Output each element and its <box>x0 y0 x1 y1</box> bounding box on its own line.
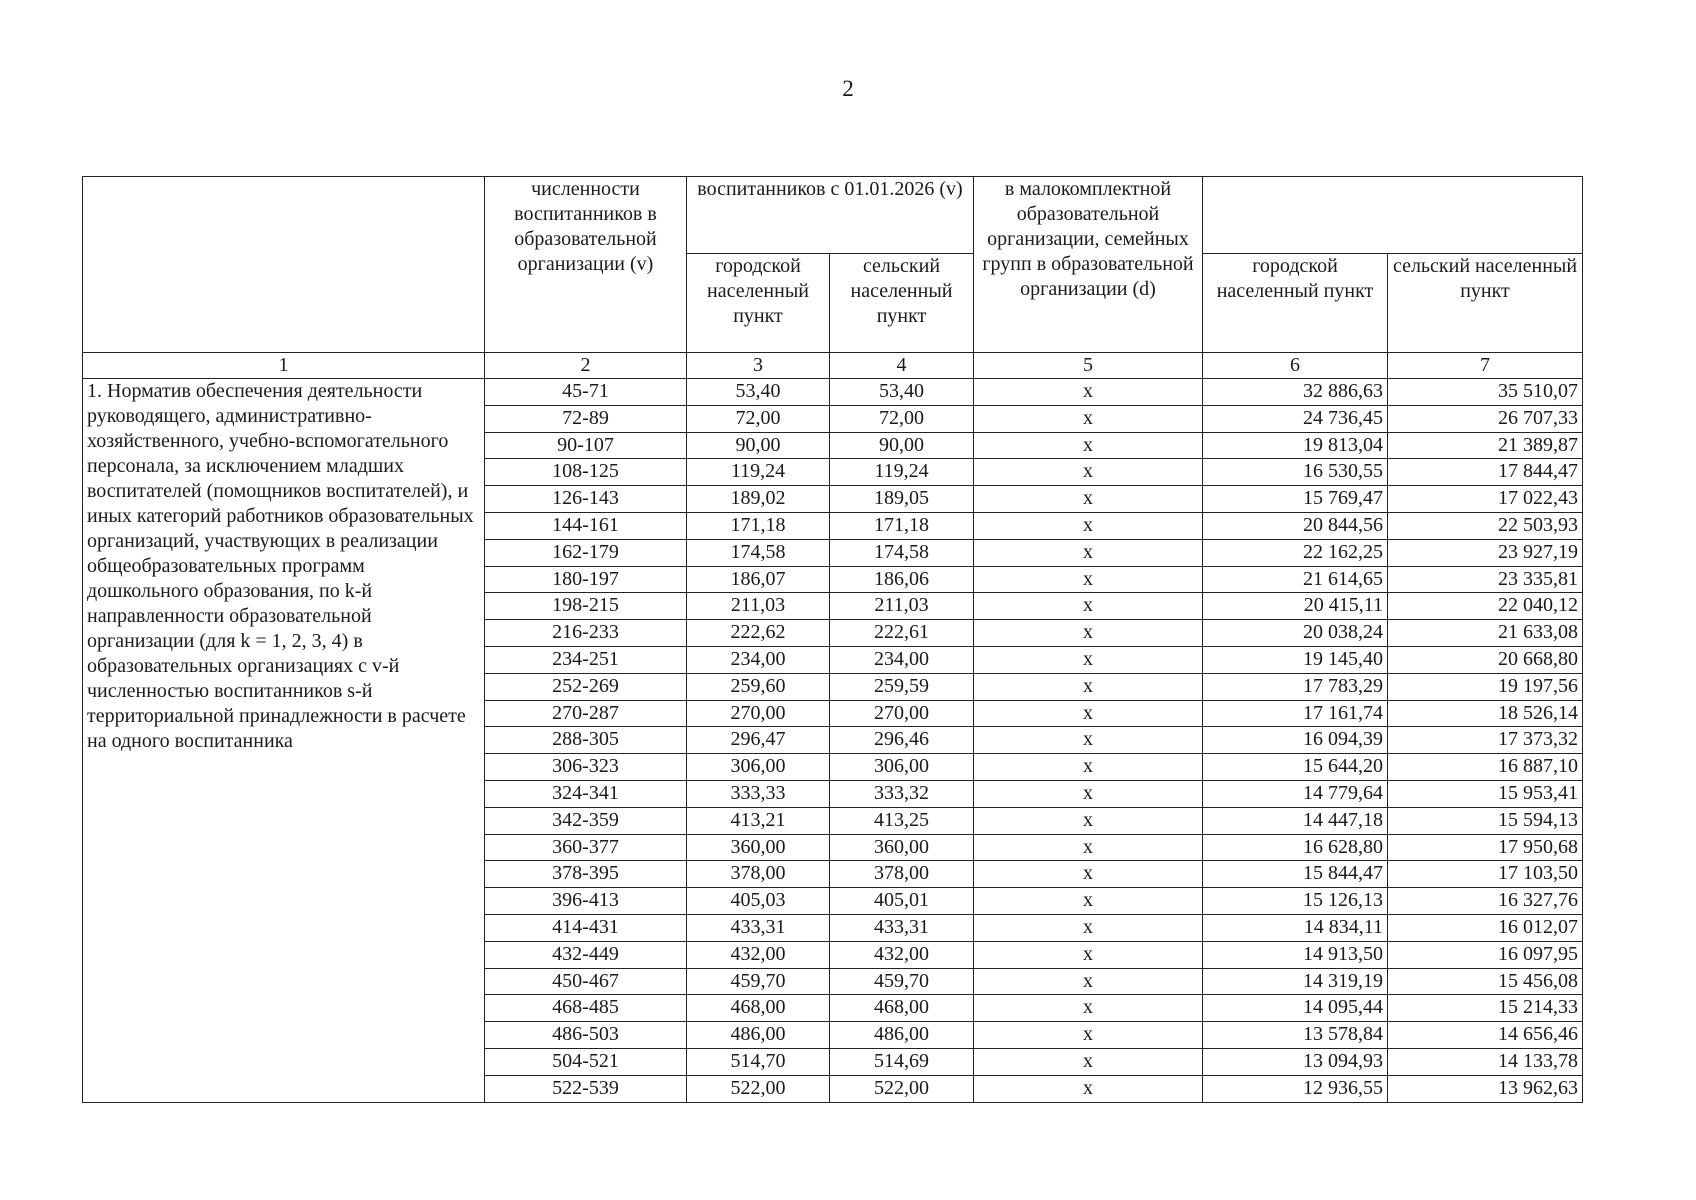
cell-rural-count: 306,00 <box>830 754 974 781</box>
cell-rural-count: 432,00 <box>830 941 974 968</box>
cell-urban-norm: 14 447,18 <box>1203 807 1388 834</box>
cell-pupil-range: 216-233 <box>485 620 687 647</box>
cell-urban-norm: 15 126,13 <box>1203 888 1388 915</box>
cell-urban-count: 296,47 <box>687 727 830 754</box>
cell-pupil-range: 324-341 <box>485 780 687 807</box>
cell-small-org: x <box>974 593 1203 620</box>
cell-pupil-range: 90-107 <box>485 432 687 459</box>
cell-rural-count: 259,59 <box>830 673 974 700</box>
cell-rural-norm: 15 456,08 <box>1388 968 1583 995</box>
cell-pupil-range: 234-251 <box>485 646 687 673</box>
cell-urban-norm: 19 145,40 <box>1203 646 1388 673</box>
cell-rural-norm: 17 022,43 <box>1388 486 1583 513</box>
cell-small-org: x <box>974 459 1203 486</box>
cell-rural-norm: 21 633,08 <box>1388 620 1583 647</box>
cell-urban-count: 468,00 <box>687 995 830 1022</box>
cell-small-org: x <box>974 1075 1203 1102</box>
cell-urban-norm: 14 913,50 <box>1203 941 1388 968</box>
cell-rural-norm: 23 335,81 <box>1388 566 1583 593</box>
cell-rural-count: 174,58 <box>830 539 974 566</box>
cell-urban-count: 119,24 <box>687 459 830 486</box>
cell-pupil-range: 108-125 <box>485 459 687 486</box>
cell-small-org: x <box>974 914 1203 941</box>
cell-rural-norm: 15 953,41 <box>1388 780 1583 807</box>
cell-urban-norm: 16 094,39 <box>1203 727 1388 754</box>
cell-rural-norm: 16 012,07 <box>1388 914 1583 941</box>
cell-rural-count: 90,00 <box>830 432 974 459</box>
cell-urban-count: 211,03 <box>687 593 830 620</box>
cell-urban-count: 222,62 <box>687 620 830 647</box>
cell-rural-norm: 17 950,68 <box>1388 834 1583 861</box>
normative-table <box>82 176 1583 1103</box>
cell-urban-count: 459,70 <box>687 968 830 995</box>
cell-urban-count: 270,00 <box>687 700 830 727</box>
header-col1 <box>83 177 485 353</box>
cell-pupil-range: 504-521 <box>485 1048 687 1075</box>
col-number: 4 <box>830 353 974 379</box>
cell-small-org: x <box>974 888 1203 915</box>
cell-urban-count: 514,70 <box>687 1048 830 1075</box>
cell-small-org: x <box>974 405 1203 432</box>
cell-pupil-range: 486-503 <box>485 1022 687 1049</box>
cell-urban-count: 306,00 <box>687 754 830 781</box>
cell-urban-norm: 24 736,45 <box>1203 405 1388 432</box>
cell-urban-norm: 16 530,55 <box>1203 459 1388 486</box>
page-number: 2 <box>842 76 854 101</box>
cell-urban-norm: 22 162,25 <box>1203 539 1388 566</box>
cell-small-org: x <box>974 1048 1203 1075</box>
cell-rural-count: 222,61 <box>830 620 974 647</box>
cell-rural-norm: 19 197,56 <box>1388 673 1583 700</box>
cell-rural-norm: 26 707,33 <box>1388 405 1583 432</box>
cell-rural-norm: 23 927,19 <box>1388 539 1583 566</box>
cell-urban-norm: 17 161,74 <box>1203 700 1388 727</box>
cell-pupil-range: 378-395 <box>485 861 687 888</box>
cell-small-org: x <box>974 754 1203 781</box>
cell-urban-count: 72,00 <box>687 405 830 432</box>
cell-urban-norm: 14 319,19 <box>1203 968 1388 995</box>
cell-rural-count: 459,70 <box>830 968 974 995</box>
cell-urban-count: 522,00 <box>687 1075 830 1102</box>
cell-rural-norm: 20 668,80 <box>1388 646 1583 673</box>
cell-small-org: x <box>974 700 1203 727</box>
cell-rural-count: 119,24 <box>830 459 974 486</box>
cell-small-org: x <box>974 379 1203 406</box>
cell-small-org: x <box>974 512 1203 539</box>
cell-rural-count: 211,03 <box>830 593 974 620</box>
header-col4: сельский населенный пункт <box>830 254 974 353</box>
header-col3: городской населенный пункт <box>687 254 830 353</box>
cell-rural-count: 378,00 <box>830 861 974 888</box>
cell-pupil-range: 414-431 <box>485 914 687 941</box>
cell-rural-norm: 13 962,63 <box>1388 1075 1583 1102</box>
cell-rural-norm: 22 040,12 <box>1388 593 1583 620</box>
cell-urban-count: 189,02 <box>687 486 830 513</box>
cell-small-org: x <box>974 780 1203 807</box>
header-col67-group <box>1203 177 1583 254</box>
cell-urban-norm: 19 813,04 <box>1203 432 1388 459</box>
cell-pupil-range: 45-71 <box>485 379 687 406</box>
cell-rural-count: 53,40 <box>830 379 974 406</box>
col-number: 5 <box>974 353 1203 379</box>
cell-urban-count: 90,00 <box>687 432 830 459</box>
cell-pupil-range: 162-179 <box>485 539 687 566</box>
cell-urban-count: 174,58 <box>687 539 830 566</box>
cell-urban-norm: 17 783,29 <box>1203 673 1388 700</box>
cell-rural-count: 72,00 <box>830 405 974 432</box>
cell-rural-count: 296,46 <box>830 727 974 754</box>
cell-rural-norm: 17 844,47 <box>1388 459 1583 486</box>
cell-urban-norm: 13 578,84 <box>1203 1022 1388 1049</box>
cell-small-org: x <box>974 432 1203 459</box>
cell-rural-norm: 21 389,87 <box>1388 432 1583 459</box>
cell-pupil-range: 450-467 <box>485 968 687 995</box>
cell-small-org: x <box>974 620 1203 647</box>
cell-pupil-range: 144-161 <box>485 512 687 539</box>
cell-urban-count: 186,07 <box>687 566 830 593</box>
cell-rural-norm: 14 656,46 <box>1388 1022 1583 1049</box>
cell-pupil-range: 72-89 <box>485 405 687 432</box>
cell-urban-count: 378,00 <box>687 861 830 888</box>
cell-small-org: x <box>974 646 1203 673</box>
col-number: 7 <box>1388 353 1583 379</box>
header-col7: сельский населенный пункт <box>1388 254 1583 353</box>
cell-rural-count: 189,05 <box>830 486 974 513</box>
cell-pupil-range: 342-359 <box>485 807 687 834</box>
cell-urban-count: 486,00 <box>687 1022 830 1049</box>
col-number: 1 <box>83 353 485 379</box>
cell-urban-norm: 20 038,24 <box>1203 620 1388 647</box>
header-col34-group: воспитанников с 01.01.2026 (v) <box>687 177 974 254</box>
cell-rural-norm: 16 097,95 <box>1388 941 1583 968</box>
cell-rural-norm: 15 594,13 <box>1388 807 1583 834</box>
cell-rural-count: 186,06 <box>830 566 974 593</box>
col-number: 3 <box>687 353 830 379</box>
cell-pupil-range: 522-539 <box>485 1075 687 1102</box>
cell-pupil-range: 252-269 <box>485 673 687 700</box>
cell-urban-norm: 32 886,63 <box>1203 379 1388 406</box>
cell-urban-count: 171,18 <box>687 512 830 539</box>
cell-pupil-range: 126-143 <box>485 486 687 513</box>
cell-rural-count: 405,01 <box>830 888 974 915</box>
cell-small-org: x <box>974 539 1203 566</box>
cell-urban-count: 360,00 <box>687 834 830 861</box>
cell-pupil-range: 270-287 <box>485 700 687 727</box>
cell-urban-count: 432,00 <box>687 941 830 968</box>
cell-rural-count: 514,69 <box>830 1048 974 1075</box>
cell-urban-norm: 16 628,80 <box>1203 834 1388 861</box>
cell-rural-norm: 17 103,50 <box>1388 861 1583 888</box>
cell-urban-count: 405,03 <box>687 888 830 915</box>
cell-pupil-range: 288-305 <box>485 727 687 754</box>
cell-small-org: x <box>974 486 1203 513</box>
cell-urban-norm: 15 644,20 <box>1203 754 1388 781</box>
header-col6: городской населенный пункт <box>1203 254 1388 353</box>
cell-small-org: x <box>974 673 1203 700</box>
cell-pupil-range: 432-449 <box>485 941 687 968</box>
cell-pupil-range: 198-215 <box>485 593 687 620</box>
cell-urban-norm: 14 834,11 <box>1203 914 1388 941</box>
cell-rural-count: 234,00 <box>830 646 974 673</box>
cell-urban-count: 433,31 <box>687 914 830 941</box>
cell-urban-norm: 20 415,11 <box>1203 593 1388 620</box>
header-col5: в малокомплектной образовательной организации, семейных групп в образовательной организации (d) <box>974 177 1203 353</box>
norm-description: 1. Норматив обеспечения деятельности руководящего, административно-хозяйственного, учебно-вспомогательного персонала, за исключением младших воспитателей (помощников воспитателей), и иных категорий работников образовательных организаций, участвующих в реализации общеобразовательных программ дошкольного образования, по k-й направленности образовательной организации (для k = 1, 2, 3, 4) в образовательных организациях с v-й численностью воспитанников s-й территориальной принадлежности в расчете на одного воспитанника <box>83 379 485 1103</box>
cell-urban-norm: 15 769,47 <box>1203 486 1388 513</box>
cell-urban-norm: 21 614,65 <box>1203 566 1388 593</box>
cell-rural-norm: 18 526,14 <box>1388 700 1583 727</box>
cell-rural-count: 468,00 <box>830 995 974 1022</box>
cell-rural-norm: 35 510,07 <box>1388 379 1583 406</box>
cell-rural-count: 413,25 <box>830 807 974 834</box>
table-row <box>83 379 1583 406</box>
col-number: 6 <box>1203 353 1388 379</box>
cell-rural-norm: 16 887,10 <box>1388 754 1583 781</box>
cell-pupil-range: 180-197 <box>485 566 687 593</box>
cell-urban-norm: 14 095,44 <box>1203 995 1388 1022</box>
cell-rural-norm: 22 503,93 <box>1388 512 1583 539</box>
cell-small-org: x <box>974 861 1203 888</box>
cell-urban-norm: 15 844,47 <box>1203 861 1388 888</box>
cell-rural-count: 360,00 <box>830 834 974 861</box>
cell-rural-norm: 17 373,32 <box>1388 727 1583 754</box>
cell-urban-norm: 14 779,64 <box>1203 780 1388 807</box>
cell-small-org: x <box>974 941 1203 968</box>
cell-urban-count: 53,40 <box>687 379 830 406</box>
column-numbers-row <box>83 353 1583 379</box>
cell-pupil-range: 468-485 <box>485 995 687 1022</box>
cell-small-org: x <box>974 995 1203 1022</box>
cell-rural-count: 433,31 <box>830 914 974 941</box>
cell-urban-count: 413,21 <box>687 807 830 834</box>
cell-small-org: x <box>974 807 1203 834</box>
cell-small-org: x <box>974 834 1203 861</box>
cell-rural-norm: 14 133,78 <box>1388 1048 1583 1075</box>
cell-urban-count: 333,33 <box>687 780 830 807</box>
cell-small-org: x <box>974 1022 1203 1049</box>
cell-rural-count: 333,32 <box>830 780 974 807</box>
cell-urban-norm: 20 844,56 <box>1203 512 1388 539</box>
col-number: 2 <box>485 353 687 379</box>
cell-rural-count: 270,00 <box>830 700 974 727</box>
cell-pupil-range: 360-377 <box>485 834 687 861</box>
header-col2: численности воспитанников в образовательной организации (v) <box>485 177 687 353</box>
cell-small-org: x <box>974 727 1203 754</box>
cell-rural-norm: 15 214,33 <box>1388 995 1583 1022</box>
cell-rural-count: 486,00 <box>830 1022 974 1049</box>
cell-rural-norm: 16 327,76 <box>1388 888 1583 915</box>
cell-pupil-range: 306-323 <box>485 754 687 781</box>
cell-urban-norm: 12 936,55 <box>1203 1075 1388 1102</box>
cell-small-org: x <box>974 968 1203 995</box>
cell-urban-count: 259,60 <box>687 673 830 700</box>
cell-rural-count: 171,18 <box>830 512 974 539</box>
cell-rural-count: 522,00 <box>830 1075 974 1102</box>
cell-urban-count: 234,00 <box>687 646 830 673</box>
cell-urban-norm: 13 094,93 <box>1203 1048 1388 1075</box>
cell-small-org: x <box>974 566 1203 593</box>
cell-pupil-range: 396-413 <box>485 888 687 915</box>
